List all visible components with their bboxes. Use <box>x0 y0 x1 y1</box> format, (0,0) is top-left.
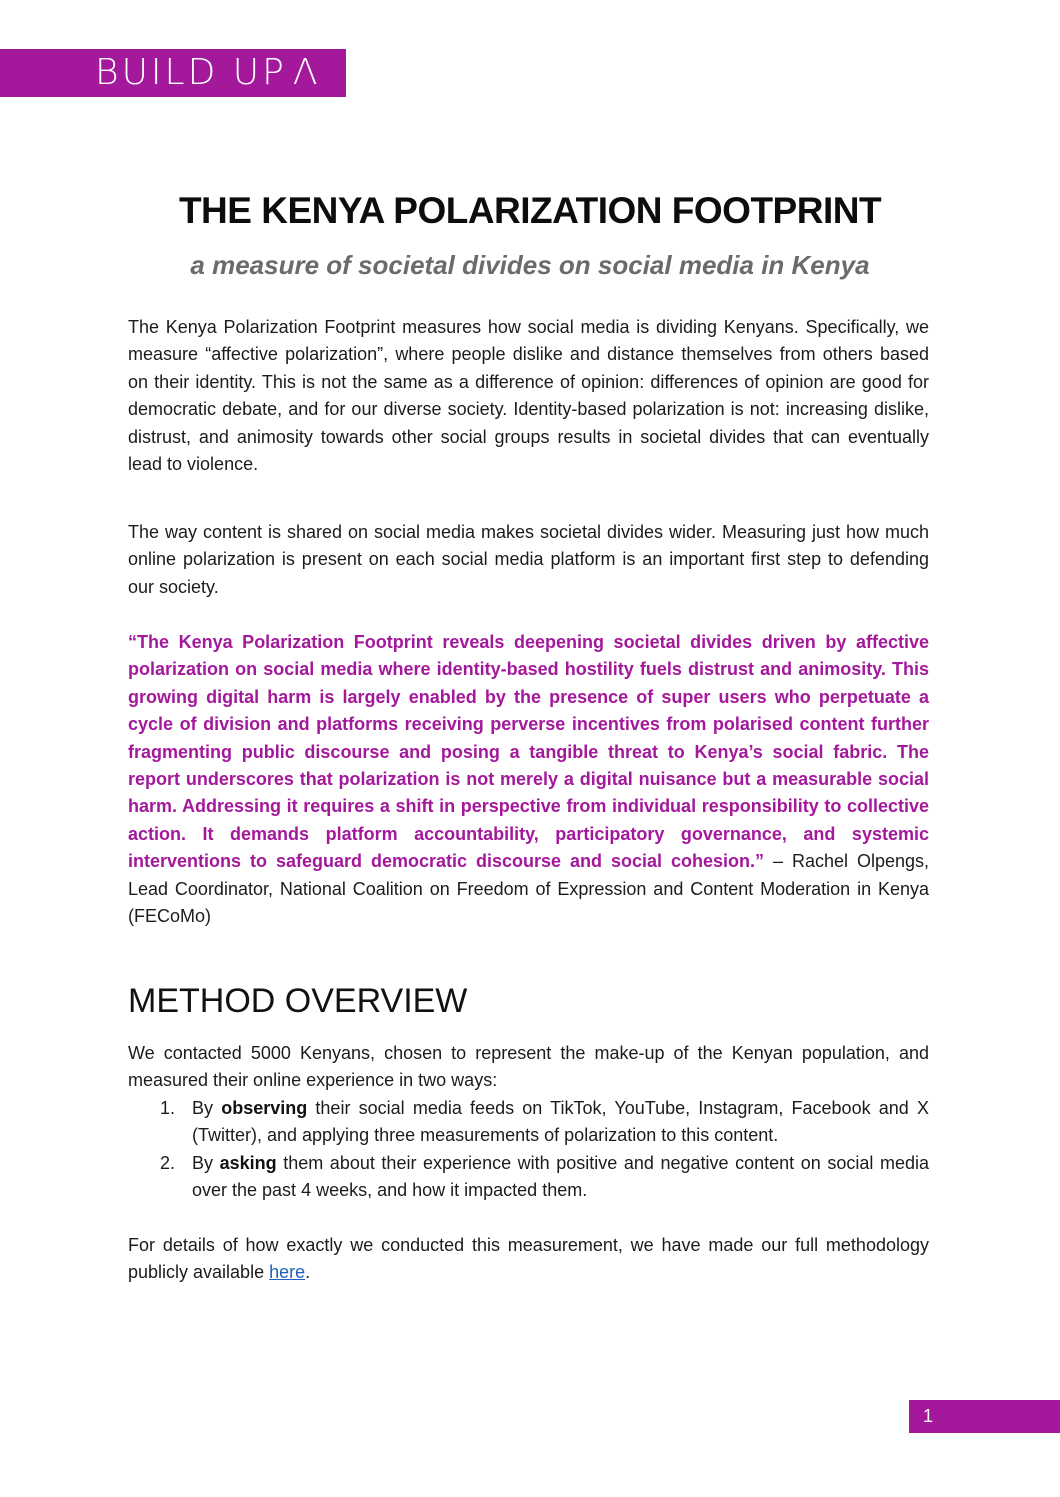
brand-logo-bar <box>0 49 346 97</box>
item-text: their social media feeds on TikTok, YouTube, Instagram, Facebook and X (Twitter), and applying three measurements of polarization to this content. <box>192 1098 929 1146</box>
quote-attribution: – Rachel Olpengs, Lead Coordinator, National Coalition on Freedom of Expression and Content Moderation in Kenya (FECoMo) <box>128 851 929 927</box>
brand-logo <box>95 53 320 93</box>
quote-text: “The Kenya Polarization Footprint reveals deepening societal divides driven by affective polarization on social media where identity-based hostility fuels distrust and animosity. This growing digital harm is largely enabled by the presence of super users who perpetuate a cycle of division and platforms receiving perverse incentives from polarised content further fragmenting public discourse and posing a tangible threat to Kenya’s social fabric. The report underscores that polarization is not merely a digital nuisance but a measurable social harm. Addressing it requires a shift in perspective from individual responsibility to collective action. It demands platform accountability, participatory governance, and systemic interventions to safeguard democratic discourse and social cohesion.” <box>128 632 929 872</box>
second-paragraph: The way content is shared on social media makes societal divides wider. Measuring just how much online polarization is present on each social media platform is an important first step to defending our society. <box>128 522 929 597</box>
page-number: 1 <box>923 1406 934 1426</box>
logo-caret-icon: Λ <box>292 52 321 93</box>
logo-text: BUILD UP <box>95 52 287 93</box>
item-prefix: By <box>192 1152 220 1173</box>
item-text: them about their experience with positive and negative content on social media over the past 4 weeks, and how it impacted them. <box>192 1152 929 1201</box>
method-heading: METHOD OVERVIEW <box>128 982 468 1020</box>
quote-paragraph <box>128 629 929 930</box>
item-keyword: observing <box>221 1098 308 1118</box>
method-list <box>128 1095 929 1205</box>
page-title: THE KENYA POLARIZATION FOOTPRINT <box>178 190 882 231</box>
list-number: 2. <box>160 1152 176 1173</box>
details-text: For details of how exactly we conducted this measurement, we have made our full methodology publicly available <box>128 1235 929 1283</box>
method-list-item <box>128 1095 929 1150</box>
methodology-link[interactable]: here <box>269 1262 306 1283</box>
method-list-item <box>128 1150 929 1205</box>
page-subtitle: a measure of societal divides on social media in Kenya <box>190 250 870 280</box>
page-number-bar <box>909 1400 1060 1433</box>
method-intro: We contacted 5000 Kenyans, chosen to represent the make-up of the Kenyan population, and measured their online experience in two ways: <box>128 1043 929 1091</box>
item-keyword: asking <box>219 1152 277 1173</box>
intro-paragraph: The Kenya Polarization Footprint measures how social media is dividing Kenyans. Specifically, we measure “affective polarization”, where people dislike and distance themselves from others based on their identity. This is not the same as a difference of opinion: differences of opinion are good for democratic debate, and for our diverse society. Identity-based polarization is not: increasing dislike, distrust, and animosity towards other social groups results in societal divides that can eventually lead to violence. <box>128 317 929 475</box>
list-number: 1. <box>160 1098 176 1118</box>
details-end: . <box>305 1262 311 1283</box>
item-prefix: By <box>192 1098 222 1118</box>
details-paragraph <box>128 1232 929 1287</box>
